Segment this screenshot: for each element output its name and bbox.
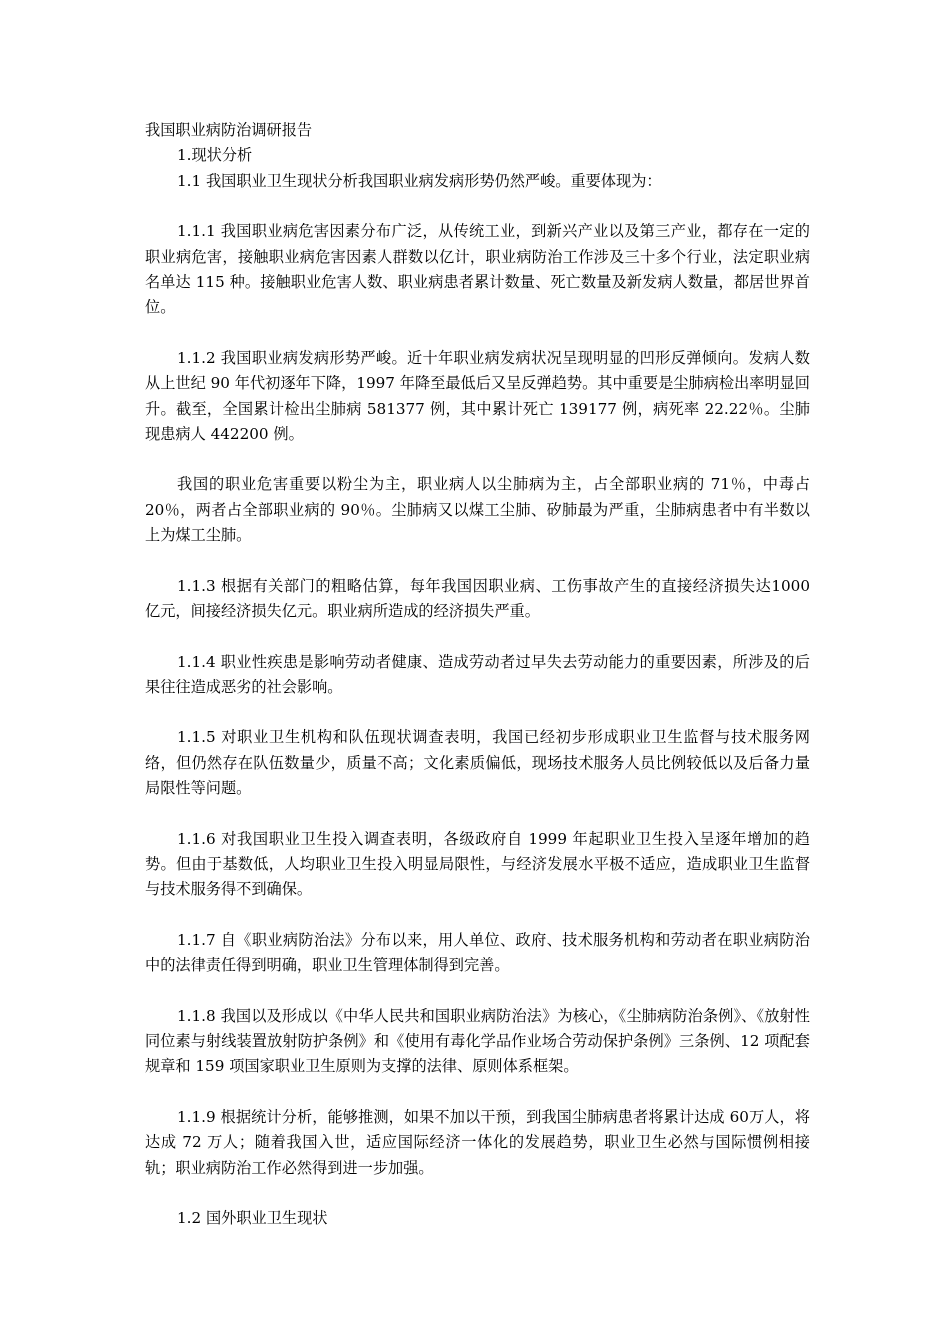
paragraph-1-1-6: 1.1.6 对我国职业卫生投入调查表明，各级政府自 1999 年起职业卫生投入呈逐年增加的趋势。但由于基数低，人均职业卫生投入明显局限性，与经济发展水平极不适应，造成职业卫生监督与技术服务得不到确保。 — [145, 829, 810, 899]
section-heading-1-2: 1.2 国外职业卫生现状 — [177, 1209, 328, 1227]
paragraph-1-1-5: 1.1.5 对职业卫生机构和队伍现状调查表明，我国已经初步形成职业卫生监督与技术服务网络，但仍然存在队伍数量少，质量不高；文化素质偏低，现场技术服务人员比例较低以及后备力量局限性等问题。 — [145, 728, 810, 798]
paragraph-1-1-1: 1.1.1 我国职业病危害因素分布广泛，从传统工业，到新兴产业以及第三产业，都存在一定的职业病危害，接触职业病危害因素人群数以亿计，职业病防治工作涉及三十多个行业，法定职业病名单达 115 种。接触职业危害人数、职业病患者累计数量、死亡数量及新发病人数量，都居世界首位。 — [145, 222, 810, 317]
paragraph-1-1-9: 1.1.9 根据统计分析，能够推测，如果不加以干预，到我国尘肺病患者将累计达成 60万人，将达成 72 万人；随着我国入世，适应国际经济一体化的发展趋势，职业卫生必然与国际惯例相接轨；职业病防治工作必然得到进一步加强。 — [145, 1107, 810, 1177]
paragraph-1-1-8: 1.1.8 我国以及形成以《中华人民共和国职业病防治法》为核心，《尘肺病防治条例》、《放射性同位素与射线装置放射防护条例》和《使用有毒化学品作业场合劳动保护条例》三条例、12 项配套规章和 159 项国家职业卫生原则为支撑的法律、原则体系框架。 — [145, 1006, 810, 1076]
document-body — [145, 118, 810, 1231]
document-title: 我国职业病防治调研报告 — [145, 121, 313, 139]
paragraph-1-1-2: 1.1.2 我国职业病发病形势严峻。近十年职业病发病状况呈现明显的凹形反弹倾向。发病人数从上世纪 90 年代初逐年下降，1997 年降至最低后又呈反弹趋势。其中重要是尘肺病检出率明显回升。截至，全国累计检出尘肺病 581377 例，其中累计死亡 139177 例，病死率 22.22％。尘肺现患病人 442200 例。 — [145, 348, 810, 444]
paragraph-1-1-4: 1.1.4 职业性疾患是影响劳动者健康、造成劳动者过早失去劳动能力的重要因素，所涉及的后果往往造成恶劣的社会影响。 — [145, 652, 810, 696]
section-heading-1: 1.现状分析 — [177, 146, 253, 165]
paragraph-1-1-7: 1.1.7 自《职业病防治法》分布以来，用人单位、政府、技术服务机构和劳动者在职业病防治中的法律责任得到明确，职业卫生管理体制得到完善。 — [145, 930, 810, 975]
section-heading-1-1: 1.1 我国职业卫生现状分析我国职业病发病形势仍然严峻。重要体现为： — [177, 171, 662, 190]
paragraph-1-1-3: 1.1.3 根据有关部门的粗略估算，每年我国因职业病、工伤事故产生的直接经济损失达1000 亿元，间接经济损失亿元。职业病所造成的经济损失严重。 — [145, 576, 810, 621]
paragraph-hazards: 我国的职业危害重要以粉尘为主，职业病人以尘肺病为主，占全部职业病的 71％，中毒占 20％，两者占全部职业病的 90％。尘肺病又以煤工尘肺、矽肺最为严重，尘肺病患者中有半数以上为煤工尘肺。 — [145, 475, 810, 545]
